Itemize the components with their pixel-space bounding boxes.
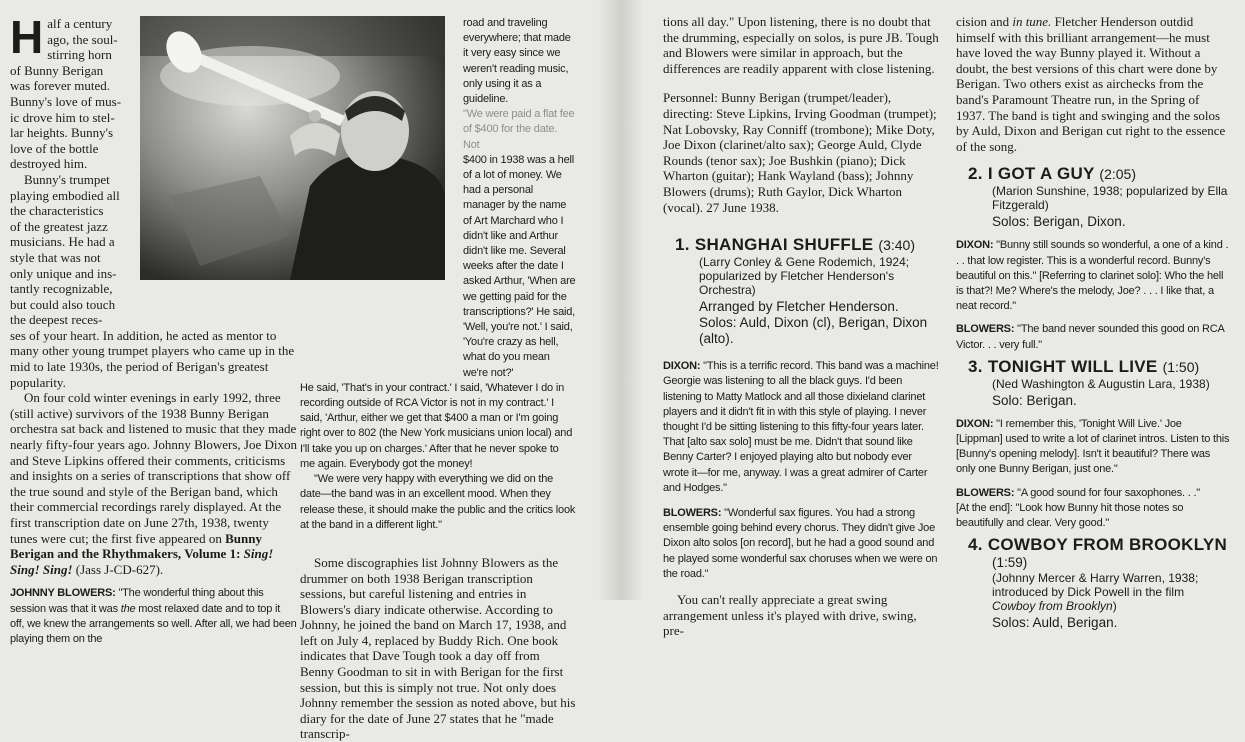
intro-line: but could also touch (10, 296, 116, 312)
intro-wrap (10, 0, 137, 328)
contract-quote: He said, 'That's in your contract.' I said, 'Whatever I do in recording outside of RCA Victor is not in my contract.' I said, 'Arthur, either we get that $400 a man or I'm going right over to 802 (the New York musicians union local) and I'll take you up on charges.' After that he never spoke to me again. Everybody got the money! (300, 381, 573, 470)
intro-line: playing embodied all (10, 187, 120, 203)
swing-paragraph: You can't really appreciate a great swing arrangement unless it's played with drive, swing, pre- (663, 591, 917, 639)
blowers-quote-3-end: [At the end]: "Look how Bunny hit those notes so beautifully and clear. Very good." (956, 501, 1184, 529)
happy-quote: "We were very happy with everything we did on the date—the band was in an excellent mood. When they release these, it should make the public and the critics look at the band in a different light." (300, 473, 576, 531)
song-4-length: (1:59) (992, 555, 1028, 571)
intro-line: only unique and ins- (10, 265, 117, 281)
song-3-solos: Solo: Berigan. (992, 392, 1077, 408)
drop-cap: H (10, 11, 44, 63)
blowers-quote: JOHNNY BLOWERS: "The wonderful thing about this session was that it was the most relaxed date and to top it off, we knew the arrangements so well. After all, we had been playing them on the (10, 587, 297, 645)
blowers-quote-continued-top: road and traveling everywhere; that made it very easy since we weren't reading music, only using it as a guideline. (463, 17, 571, 106)
song-1-solos: Solos: Auld, Dixon (cl), Berigan, Dixon (alto). (699, 315, 928, 347)
intro-line: tantly recognizable, (10, 281, 113, 297)
intro-line: of the greatest jazz (10, 218, 108, 234)
intro-line: was forever muted. (10, 78, 110, 94)
fee-quote: $400 in 1938 was a hell of a lot of money. We had a personal manager by the name of Art Marchard who I didn't like and Arthur didn't like me. Several weeks after the date I asked Arthur, 'When are we getting paid for the transcriptions?' He said, 'Well, you're not.' I said, 'You're crazy as hell, what do you mean we're not?' (463, 153, 576, 379)
song-2-heading: 2. I GOT A GUY (2:05) (968, 164, 1136, 184)
song-2-credit: (Marion Sunshine, 1938; popularized by Ella Fitzgerald) (992, 184, 1228, 213)
song-4-credit: (Johnny Mercer & Harry Warren, 1938; introduced by Dick Powell in the film Cowboy from Brooklyn) (992, 571, 1199, 614)
drummer-paragraph: Some discographies list Johnny Blowers as the drummer on both 1938 Berigan transcription sessions, but careful listening and entries in Blowers's diary indicate otherwise. According to Johnny, he joined the band on March 17, 1938, and left on July 4, replaced by Buddy Rich. One book indicates that Dave Tough took a day off from Benny Goodman to sit in with Berigan for the first session, but this is simply not true. Not only does Johnny remember the session as noted above, but his diary for the date of June 27 states that he "made transcrip- (300, 554, 576, 742)
column-4 (956, 14, 1230, 631)
intro-line: ago, the soul- (47, 31, 118, 47)
intro-wrapped-text (10, 11, 137, 328)
intro-line: Bunny's trumpet (24, 171, 110, 187)
song-4 (956, 535, 1230, 631)
intro-line: lar heights. Bunny's (10, 125, 114, 141)
intro-line: Bunny's love of mus- (10, 93, 122, 109)
dixon-quote-1: DIXON: "This is a terrific record. This band was a machine! Georgie was listening to all the black guys. I'd been listening to Matty Matlock and all those dixieland clarinet players and it didn't fit in with this style of playing. I never thought I'd be sitting listening to this fifty-four years later. That [alto sax solo] must be me. Didn't that sound like Benny Carter? I enjoyed playing alto but nobody ever wrote it—for me, anyway. I was a great admirer of Carter and Hodges." (663, 360, 939, 494)
dixon-quote-3: DIXON: "I remember this, 'Tonight Will Live.' Joe [Lippman] used to write a lot of clarinet intros. Listen to this [Bunny's opening melody]. Isn't it beautiful? There was only one Bunny Berigan, just one." (956, 417, 1230, 476)
song-2 (956, 164, 1230, 230)
intro-line: ic drove him to stel- (10, 109, 115, 125)
song-1-credit: (Larry Conley & Gene Rodemich, 1924; popularized by Fletcher Henderson's Orchestra) (699, 255, 910, 298)
column-3 (663, 14, 940, 639)
intro-paragraph-continued: ses of your heart. In addition, he acted as mentor to many other young trumpet players who came up in the mid to late 1930s, the period of Berigan's greatest popularity. (10, 327, 295, 390)
blowers-quote-2: BLOWERS: "The band never sounded this good on RCA Victor. . . very full." (956, 323, 1225, 351)
song-1-heading: 1. SHANGHAI SHUFFLE (3:40) (675, 235, 915, 255)
blowers-quote-3: BLOWERS: "A good sound for four saxophones. . ." (956, 486, 1201, 499)
sessions-paragraph: On four cold winter evenings in early 1992, three (still active) survivors of the 1938 Bunny Berigan orchestra sat back and listened to music that they made nearly fifty-four years ago. Johnny Blowers, Joe Dixon and Steve Lipkins offered their comments, criticisms and insights on a series of transcriptions that show off the true sound and style of the Berigan band, which their commercial recordings rarely displayed. At the first transcription date on June 27th, 1938, twenty tunes were cut; the first five appeared on Bunny Berigan and the Rhythmakers, Volume 1: Sing! Sing! Sing! (Jass J-CD-627). (10, 390, 298, 577)
intro-line: musicians. He had a (10, 234, 115, 250)
dixon-quote-2: DIXON: "Bunny still sounds so wonderful, a one of a kind . . . that low register. This is a wonderful record. Bunny's beautiful on this." [Referring to clarinet solo]: Who the hell is that?! Me? Where's the melody, Joe? . . . I like that, a neat record." (956, 239, 1229, 313)
column-2 (300, 0, 576, 742)
fee-quote-faded: "We were paid a flat fee of $400 for the date. Not (463, 108, 575, 151)
song-1-arranger: Arranged by Fletcher Henderson. (699, 299, 899, 315)
intro-line: the deepest reces- (10, 312, 103, 328)
intro-line: love of the bottle (10, 140, 99, 156)
intro-line: the characteristics (10, 203, 104, 219)
henderson-paragraph: cision and in tune. Fletcher Henderson outdid himself with this brilliant arrangement—he must have loved the way Bunny played it. Without a doubt, the best versions of this chart were done by Berigan. Two others exist as airchecks from the band's Paramount Theatre run, in the Spring of 1937. The band is tight and swinging and the solos by Auld, Dixon and Berigan cut right to the essence of the song. (956, 14, 1226, 154)
personnel-list: Personnel: Bunny Berigan (trumpet/leader), directing: Steve Lipkins, Irving Goodman (trumpet); Nat Lobovsky, Ray Conniff (trombone); Mike Doty, Joe Dixon (clarinet/alto sax); George Auld, Clyde Rounds (tenor sax); Joe Bushkin (piano); Dick Wharton (guitar); Hank Wayland (bass); Johnny Blowers (drums); Ruth Gaylor, Dick Wharton (vocal). 27 June 1938. (663, 90, 937, 215)
song-2-solos: Solos: Berigan, Dixon. (992, 214, 1126, 230)
column-1 (10, 0, 297, 647)
song-4-heading: 4. COWBOY FROM BROOKLYN (968, 535, 1228, 555)
song-1 (663, 235, 940, 347)
song-4-solos: Solos: Auld, Berigan. (992, 615, 1118, 631)
listening-paragraph: tions all day." Upon listening, there is no doubt that the drumming, especially on solos, is pure JB. Tough and Blowers were similar in approach, but the differences are readily apparent with close listening. (663, 14, 939, 76)
intro-line: style that was not (10, 249, 101, 265)
intro-line: alf a century (47, 16, 113, 31)
song-3 (956, 357, 1230, 409)
intro-line: destroyed him. (10, 156, 88, 172)
blowers-quote-1: BLOWERS: "Wonderful sax figures. You had a strong ensemble going behind every chorus. They didn't give Joe Dixon alto solos [on record], but he had a good sound and he played some wonderful sax choruses when we were on the road." (663, 506, 938, 580)
song-3-credit: (Ned Washington & Augustin Lara, 1938) (992, 376, 1210, 391)
intro-line: stirring horn (47, 47, 112, 63)
page-gutter (598, 0, 644, 600)
song-3-heading: 3. TONIGHT WILL LIVE (1:50) (968, 356, 1200, 376)
intro-line: of Bunny Berigan (10, 62, 104, 78)
